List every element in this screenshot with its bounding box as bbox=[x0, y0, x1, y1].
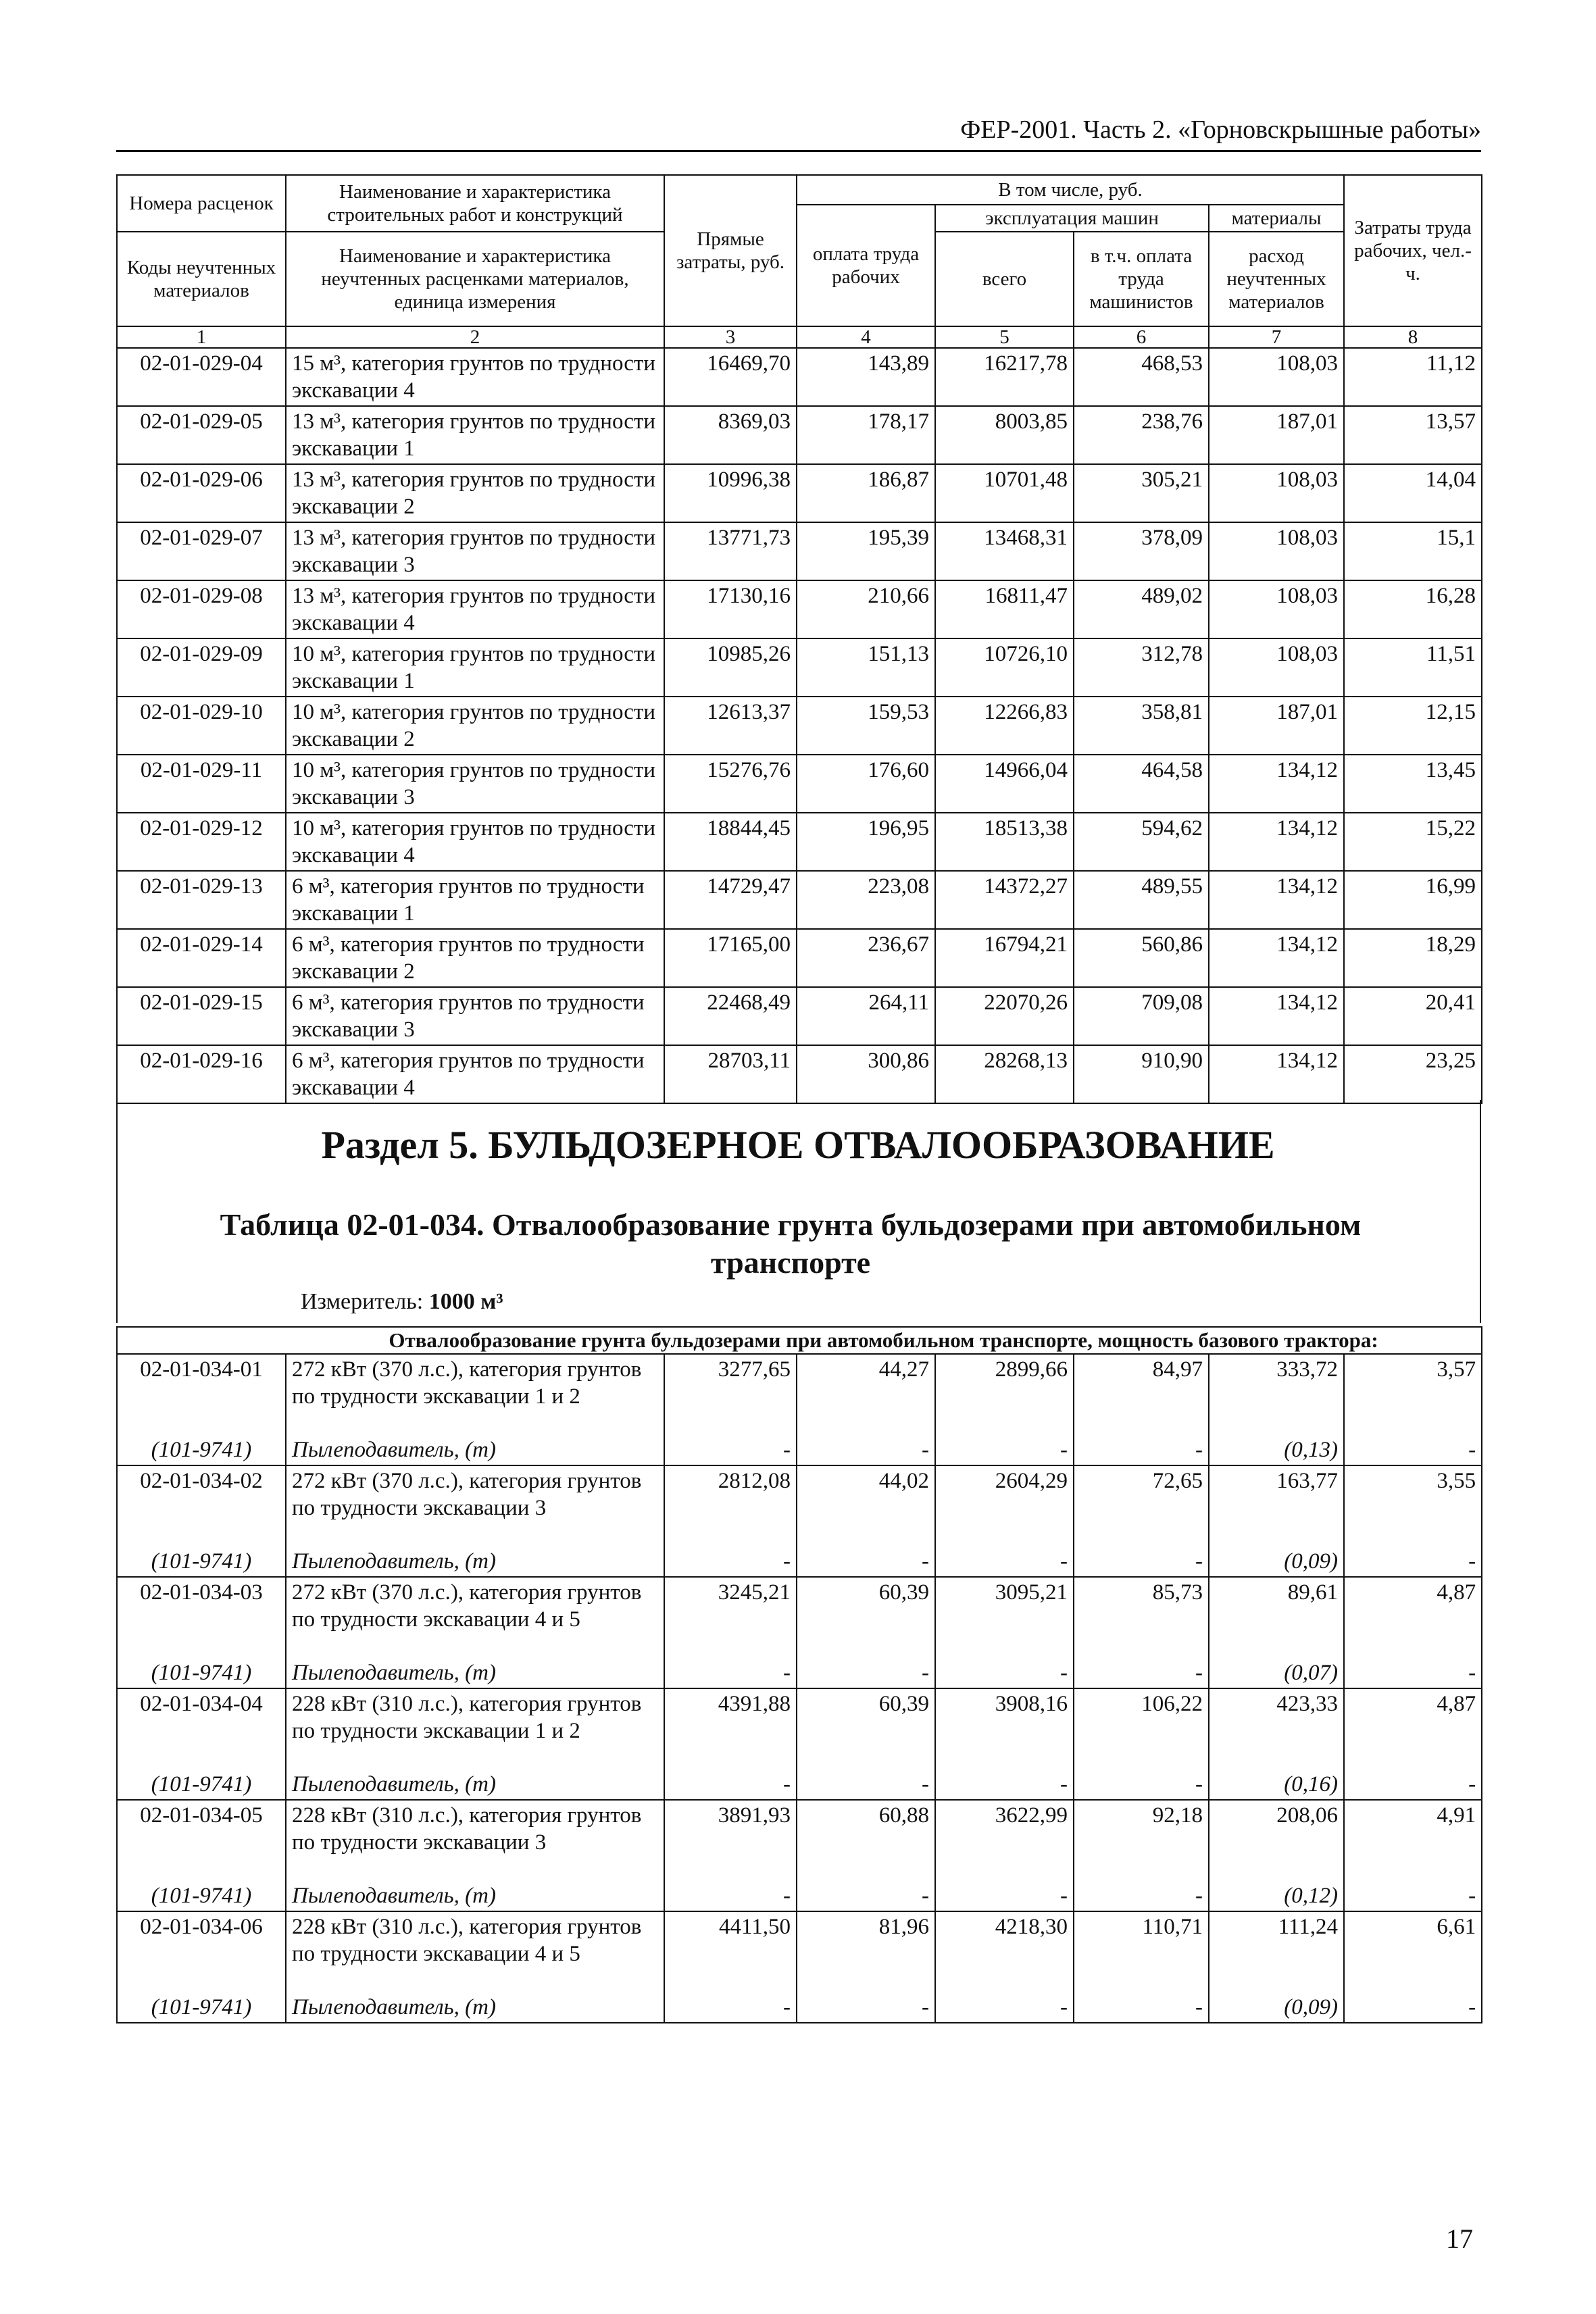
material-code: (101-9741) bbox=[117, 1546, 286, 1577]
table-row bbox=[117, 1800, 1482, 1881]
labor: 13,57 bbox=[1344, 406, 1482, 464]
empty-value: - bbox=[1344, 1546, 1482, 1577]
machines-total: 2604,29 bbox=[935, 1465, 1074, 1546]
rate-description: 13 м³, категория грунтов по трудности экскавации 4 bbox=[286, 580, 664, 638]
machinist-wages: 305,21 bbox=[1074, 464, 1209, 522]
empty-value: - bbox=[935, 1881, 1074, 1911]
running-header: ФЕР-2001. Часть 2. «Горновскрышные работы» bbox=[960, 116, 1481, 144]
header-rule bbox=[116, 150, 1481, 152]
col-num: 1 bbox=[117, 326, 286, 348]
rates-table-034 bbox=[116, 1326, 1482, 2023]
direct-costs: 17130,16 bbox=[664, 580, 797, 638]
table-row bbox=[117, 987, 1482, 1045]
table-row bbox=[117, 1465, 1482, 1546]
empty-value: - bbox=[1074, 1546, 1209, 1577]
empty-value: - bbox=[1344, 1881, 1482, 1911]
wages: 44,02 bbox=[797, 1465, 935, 1546]
empty-value: - bbox=[664, 1435, 797, 1465]
table-row bbox=[117, 813, 1482, 871]
rate-description: 13 м³, категория грунтов по трудности экскавации 3 bbox=[286, 522, 664, 580]
rate-code: 02-01-034-05 bbox=[117, 1800, 286, 1881]
rate-description: 6 м³, категория грунтов по трудности экскавации 4 bbox=[286, 1045, 664, 1103]
table-row bbox=[117, 1354, 1482, 1435]
empty-value: - bbox=[1074, 1881, 1209, 1911]
materials: 108,03 bbox=[1209, 348, 1344, 406]
machinist-wages: 312,78 bbox=[1074, 638, 1209, 697]
material-name: Пылеподавитель, (т) bbox=[286, 1435, 664, 1465]
rate-description: 6 м³, категория грунтов по трудности экскавации 2 bbox=[286, 929, 664, 987]
machines-total: 14372,27 bbox=[935, 871, 1074, 929]
direct-costs: 13771,73 bbox=[664, 522, 797, 580]
material-quantity: (0,07) bbox=[1209, 1658, 1344, 1688]
material-quantity: (0,09) bbox=[1209, 1992, 1344, 2023]
materials: 134,12 bbox=[1209, 871, 1344, 929]
direct-costs: 10985,26 bbox=[664, 638, 797, 697]
rate-description: 228 кВт (310 л.с.), категория грунтов по трудности экскавации 4 и 5 bbox=[286, 1911, 664, 1992]
material-quantity: (0,12) bbox=[1209, 1881, 1344, 1911]
material-name: Пылеподавитель, (т) bbox=[286, 1992, 664, 2023]
machinist-wages: 560,86 bbox=[1074, 929, 1209, 987]
empty-value: - bbox=[935, 1658, 1074, 1688]
empty-value: - bbox=[664, 1881, 797, 1911]
wages: 236,67 bbox=[797, 929, 935, 987]
table-row bbox=[117, 1911, 1482, 1992]
col-num: 2 bbox=[286, 326, 664, 348]
rate-description: 228 кВт (310 л.с.), категория грунтов по трудности экскавации 3 bbox=[286, 1800, 664, 1881]
rate-code: 02-01-029-11 bbox=[117, 755, 286, 813]
machinist-wages: 709,08 bbox=[1074, 987, 1209, 1045]
wages: 264,11 bbox=[797, 987, 935, 1045]
materials: 108,03 bbox=[1209, 464, 1344, 522]
direct-costs: 10996,38 bbox=[664, 464, 797, 522]
machinist-wages: 378,09 bbox=[1074, 522, 1209, 580]
empty-value: - bbox=[797, 1546, 935, 1577]
table-row bbox=[117, 871, 1482, 929]
machinist-wages: 106,22 bbox=[1074, 1688, 1209, 1769]
header-machinist-wages: в т.ч. оплата труда машинистов bbox=[1074, 232, 1209, 326]
empty-value: - bbox=[1344, 1992, 1482, 2023]
group-title: Отвалообразование грунта бульдозерами при автомобильном транспорте, мощность базового трактора: bbox=[286, 1327, 1482, 1354]
header-materials: материалы bbox=[1209, 205, 1344, 232]
header-direct-costs: Прямые затраты, руб. bbox=[664, 175, 797, 326]
labor: 23,25 bbox=[1344, 1045, 1482, 1103]
machines-total: 8003,85 bbox=[935, 406, 1074, 464]
direct-costs: 14729,47 bbox=[664, 871, 797, 929]
rate-code: 02-01-029-05 bbox=[117, 406, 286, 464]
header-wages: оплата труда рабочих bbox=[797, 205, 935, 326]
wages: 196,95 bbox=[797, 813, 935, 871]
machinist-wages: 358,81 bbox=[1074, 697, 1209, 755]
wages: 176,60 bbox=[797, 755, 935, 813]
materials: 163,77 bbox=[1209, 1465, 1344, 1546]
table-title bbox=[132, 1206, 1449, 1282]
wages: 60,39 bbox=[797, 1688, 935, 1769]
machines-total: 16217,78 bbox=[935, 348, 1074, 406]
rate-code: 02-01-029-08 bbox=[117, 580, 286, 638]
materials: 187,01 bbox=[1209, 406, 1344, 464]
col-num: 6 bbox=[1074, 326, 1209, 348]
material-name: Пылеподавитель, (т) bbox=[286, 1658, 664, 1688]
material-name: Пылеподавитель, (т) bbox=[286, 1769, 664, 1800]
material-row bbox=[117, 1546, 1482, 1577]
table-header bbox=[117, 175, 1482, 348]
table-row bbox=[117, 1577, 1482, 1658]
rate-description: 10 м³, категория грунтов по трудности экскавации 4 bbox=[286, 813, 664, 871]
labor: 15,1 bbox=[1344, 522, 1482, 580]
machinist-wages: 489,55 bbox=[1074, 871, 1209, 929]
rate-code: 02-01-029-10 bbox=[117, 697, 286, 755]
table-row bbox=[117, 638, 1482, 697]
rate-description: 272 кВт (370 л.с.), категория грунтов по трудности экскавации 3 bbox=[286, 1465, 664, 1546]
empty-value: - bbox=[797, 1881, 935, 1911]
labor: 6,61 bbox=[1344, 1911, 1482, 1992]
empty-value: - bbox=[664, 1658, 797, 1688]
labor: 20,41 bbox=[1344, 987, 1482, 1045]
labor: 11,12 bbox=[1344, 348, 1482, 406]
empty-value: - bbox=[1344, 1769, 1482, 1800]
material-quantity: (0,16) bbox=[1209, 1769, 1344, 1800]
empty-value: - bbox=[797, 1992, 935, 2023]
table-row bbox=[117, 755, 1482, 813]
labor: 11,51 bbox=[1344, 638, 1482, 697]
material-row bbox=[117, 1435, 1482, 1465]
header-labor: Затраты труда рабочих, чел.-ч. bbox=[1344, 175, 1482, 326]
empty-value: - bbox=[797, 1769, 935, 1800]
wages: 151,13 bbox=[797, 638, 935, 697]
wages: 44,27 bbox=[797, 1354, 935, 1435]
col-num: 8 bbox=[1344, 326, 1482, 348]
rates-table-029 bbox=[116, 174, 1482, 1104]
col-num: 3 bbox=[664, 326, 797, 348]
rate-description: 10 м³, категория грунтов по трудности экскавации 2 bbox=[286, 697, 664, 755]
table-row bbox=[117, 697, 1482, 755]
meter bbox=[301, 1289, 503, 1315]
wages: 300,86 bbox=[797, 1045, 935, 1103]
direct-costs: 4391,88 bbox=[664, 1688, 797, 1769]
table-body bbox=[117, 348, 1482, 1103]
empty-value: - bbox=[935, 1546, 1074, 1577]
table-row bbox=[117, 1688, 1482, 1769]
machinist-wages: 910,90 bbox=[1074, 1045, 1209, 1103]
header-total: всего bbox=[935, 232, 1074, 326]
empty-value: - bbox=[935, 1435, 1074, 1465]
rate-code: 02-01-029-13 bbox=[117, 871, 286, 929]
machines-total: 18513,38 bbox=[935, 813, 1074, 871]
direct-costs: 3277,65 bbox=[664, 1354, 797, 1435]
empty-value: - bbox=[935, 1769, 1074, 1800]
rate-description: 13 м³, категория грунтов по трудности экскавации 2 bbox=[286, 464, 664, 522]
material-row bbox=[117, 1658, 1482, 1688]
rate-code: 02-01-034-01 bbox=[117, 1354, 286, 1435]
machinist-wages: 85,73 bbox=[1074, 1577, 1209, 1658]
rate-description: 10 м³, категория грунтов по трудности экскавации 3 bbox=[286, 755, 664, 813]
table-body bbox=[117, 1327, 1482, 2023]
empty-value: - bbox=[797, 1435, 935, 1465]
rate-description: 13 м³, категория грунтов по трудности экскавации 1 bbox=[286, 406, 664, 464]
header-name-char: Наименование и характеристика строительных работ и конструкций bbox=[286, 175, 664, 232]
direct-costs: 22468,49 bbox=[664, 987, 797, 1045]
page-number: 17 bbox=[1446, 2223, 1473, 2254]
machinist-wages: 468,53 bbox=[1074, 348, 1209, 406]
table-title-line-1: Таблица 02-01-034. Отвалообразование грунта бульдозерами при автомобильном bbox=[220, 1207, 1362, 1242]
machines-total: 3622,99 bbox=[935, 1800, 1074, 1881]
table-row bbox=[117, 1045, 1482, 1103]
materials: 423,33 bbox=[1209, 1688, 1344, 1769]
rate-code: 02-01-034-03 bbox=[117, 1577, 286, 1658]
col-num: 7 bbox=[1209, 326, 1344, 348]
direct-costs: 8369,03 bbox=[664, 406, 797, 464]
direct-costs: 3891,93 bbox=[664, 1800, 797, 1881]
material-code: (101-9741) bbox=[117, 1992, 286, 2023]
materials: 108,03 bbox=[1209, 522, 1344, 580]
materials: 208,06 bbox=[1209, 1800, 1344, 1881]
table-row bbox=[117, 522, 1482, 580]
materials: 108,03 bbox=[1209, 580, 1344, 638]
empty-value: - bbox=[1344, 1435, 1482, 1465]
machinist-wages: 594,62 bbox=[1074, 813, 1209, 871]
wages: 60,88 bbox=[797, 1800, 935, 1881]
labor: 16,28 bbox=[1344, 580, 1482, 638]
machinist-wages: 489,02 bbox=[1074, 580, 1209, 638]
machines-total: 12266,83 bbox=[935, 697, 1074, 755]
material-row bbox=[117, 1992, 1482, 2023]
materials: 111,24 bbox=[1209, 1911, 1344, 1992]
machines-total: 3908,16 bbox=[935, 1688, 1074, 1769]
machines-total: 13468,31 bbox=[935, 522, 1074, 580]
header-machines: эксплуатация машин bbox=[935, 205, 1209, 232]
material-name: Пылеподавитель, (т) bbox=[286, 1546, 664, 1577]
empty-value: - bbox=[664, 1546, 797, 1577]
table-row bbox=[117, 580, 1482, 638]
direct-costs: 12613,37 bbox=[664, 697, 797, 755]
rate-code: 02-01-029-14 bbox=[117, 929, 286, 987]
rate-code: 02-01-029-06 bbox=[117, 464, 286, 522]
machines-total: 4218,30 bbox=[935, 1911, 1074, 1992]
machinist-wages: 72,65 bbox=[1074, 1465, 1209, 1546]
col-num: 5 bbox=[935, 326, 1074, 348]
direct-costs: 15276,76 bbox=[664, 755, 797, 813]
materials: 187,01 bbox=[1209, 697, 1344, 755]
rate-code: 02-01-029-07 bbox=[117, 522, 286, 580]
empty-value: - bbox=[1074, 1658, 1209, 1688]
table-row bbox=[117, 348, 1482, 406]
labor: 4,87 bbox=[1344, 1577, 1482, 1658]
direct-costs: 16469,70 bbox=[664, 348, 797, 406]
meter-value: 1000 м³ bbox=[428, 1289, 503, 1314]
materials: 134,12 bbox=[1209, 755, 1344, 813]
wages: 81,96 bbox=[797, 1911, 935, 1992]
rate-description: 6 м³, категория грунтов по трудности экскавации 1 bbox=[286, 871, 664, 929]
machinist-wages: 110,71 bbox=[1074, 1911, 1209, 1992]
col-num: 4 bbox=[797, 326, 935, 348]
labor: 14,04 bbox=[1344, 464, 1482, 522]
wages: 195,39 bbox=[797, 522, 935, 580]
table-row bbox=[117, 464, 1482, 522]
section-title: Раздел 5. БУЛЬДОЗЕРНОЕ ОТВАЛООБРАЗОВАНИЕ bbox=[321, 1123, 1275, 1167]
material-code: (101-9741) bbox=[117, 1658, 286, 1688]
rate-code: 02-01-034-04 bbox=[117, 1688, 286, 1769]
direct-costs: 3245,21 bbox=[664, 1577, 797, 1658]
rate-code: 02-01-034-06 bbox=[117, 1911, 286, 1992]
material-code: (101-9741) bbox=[117, 1769, 286, 1800]
direct-costs: 17165,00 bbox=[664, 929, 797, 987]
direct-costs: 4411,50 bbox=[664, 1911, 797, 1992]
wages: 210,66 bbox=[797, 580, 935, 638]
machinist-wages: 84,97 bbox=[1074, 1354, 1209, 1435]
material-code: (101-9741) bbox=[117, 1881, 286, 1911]
machines-total: 22070,26 bbox=[935, 987, 1074, 1045]
machinist-wages: 238,76 bbox=[1074, 406, 1209, 464]
empty-value: - bbox=[1074, 1992, 1209, 2023]
labor: 16,99 bbox=[1344, 871, 1482, 929]
materials: 108,03 bbox=[1209, 638, 1344, 697]
rate-description: 15 м³, категория грунтов по трудности экскавации 4 bbox=[286, 348, 664, 406]
empty-value: - bbox=[664, 1769, 797, 1800]
wages: 60,39 bbox=[797, 1577, 935, 1658]
rate-code: 02-01-029-15 bbox=[117, 987, 286, 1045]
machines-total: 16811,47 bbox=[935, 580, 1074, 638]
wages: 159,53 bbox=[797, 697, 935, 755]
wages: 178,17 bbox=[797, 406, 935, 464]
empty-value: - bbox=[935, 1992, 1074, 2023]
materials: 134,12 bbox=[1209, 813, 1344, 871]
machines-total: 10726,10 bbox=[935, 638, 1074, 697]
labor: 3,57 bbox=[1344, 1354, 1482, 1435]
rate-code: 02-01-029-04 bbox=[117, 348, 286, 406]
material-code: (101-9741) bbox=[117, 1435, 286, 1465]
header-rate-numbers: Номера расценок bbox=[117, 175, 286, 232]
rate-description: 272 кВт (370 л.с.), категория грунтов по трудности экскавации 1 и 2 bbox=[286, 1354, 664, 1435]
empty-value: - bbox=[797, 1658, 935, 1688]
rate-description: 228 кВт (310 л.с.), категория грунтов по трудности экскавации 1 и 2 bbox=[286, 1688, 664, 1769]
direct-costs: 18844,45 bbox=[664, 813, 797, 871]
rate-code: 02-01-034-02 bbox=[117, 1465, 286, 1546]
empty-value: - bbox=[1344, 1658, 1482, 1688]
header-incl: В том числе, руб. bbox=[797, 175, 1344, 205]
material-quantity: (0,09) bbox=[1209, 1546, 1344, 1577]
machines-total: 14966,04 bbox=[935, 755, 1074, 813]
rate-description: 272 кВт (370 л.с.), категория грунтов по трудности экскавации 4 и 5 bbox=[286, 1577, 664, 1658]
empty-value: - bbox=[1074, 1435, 1209, 1465]
table-row bbox=[117, 929, 1482, 987]
machines-total: 3095,21 bbox=[935, 1577, 1074, 1658]
materials: 134,12 bbox=[1209, 929, 1344, 987]
direct-costs: 28703,11 bbox=[664, 1045, 797, 1103]
machinist-wages: 92,18 bbox=[1074, 1800, 1209, 1881]
rate-code: 02-01-029-09 bbox=[117, 638, 286, 697]
labor: 13,45 bbox=[1344, 755, 1482, 813]
labor: 18,29 bbox=[1344, 929, 1482, 987]
labor: 12,15 bbox=[1344, 697, 1482, 755]
rate-code: 02-01-029-12 bbox=[117, 813, 286, 871]
meter-label: Измеритель: bbox=[301, 1289, 424, 1314]
labor: 15,22 bbox=[1344, 813, 1482, 871]
rate-description: 6 м³, категория грунтов по трудности экскавации 3 bbox=[286, 987, 664, 1045]
wages: 223,08 bbox=[797, 871, 935, 929]
wages: 186,87 bbox=[797, 464, 935, 522]
header-codes: Коды неучтенных материалов bbox=[117, 232, 286, 326]
material-row bbox=[117, 1881, 1482, 1911]
labor: 4,87 bbox=[1344, 1688, 1482, 1769]
material-quantity: (0,13) bbox=[1209, 1435, 1344, 1465]
empty-value: - bbox=[664, 1992, 797, 2023]
header-unaccounted-materials: расход неучтенных материалов bbox=[1209, 232, 1344, 326]
machines-total: 16794,21 bbox=[935, 929, 1074, 987]
empty-value: - bbox=[1074, 1769, 1209, 1800]
labor: 3,55 bbox=[1344, 1465, 1482, 1546]
labor: 4,91 bbox=[1344, 1800, 1482, 1881]
machines-total: 28268,13 bbox=[935, 1045, 1074, 1103]
direct-costs: 2812,08 bbox=[664, 1465, 797, 1546]
table-title-line-2: транспорте bbox=[710, 1245, 871, 1280]
materials: 333,72 bbox=[1209, 1354, 1344, 1435]
rate-code: 02-01-029-16 bbox=[117, 1045, 286, 1103]
materials: 134,12 bbox=[1209, 987, 1344, 1045]
rate-description: 10 м³, категория грунтов по трудности экскавации 1 bbox=[286, 638, 664, 697]
machines-total: 2899,66 bbox=[935, 1354, 1074, 1435]
material-name: Пылеподавитель, (т) bbox=[286, 1881, 664, 1911]
wages: 143,89 bbox=[797, 348, 935, 406]
materials: 89,61 bbox=[1209, 1577, 1344, 1658]
header-name-materials: Наименование и характеристика неучтенных расценками материалов, единица измерения bbox=[286, 232, 664, 326]
machinist-wages: 464,58 bbox=[1074, 755, 1209, 813]
machines-total: 10701,48 bbox=[935, 464, 1074, 522]
table-row bbox=[117, 406, 1482, 464]
materials: 134,12 bbox=[1209, 1045, 1344, 1103]
material-row bbox=[117, 1769, 1482, 1800]
